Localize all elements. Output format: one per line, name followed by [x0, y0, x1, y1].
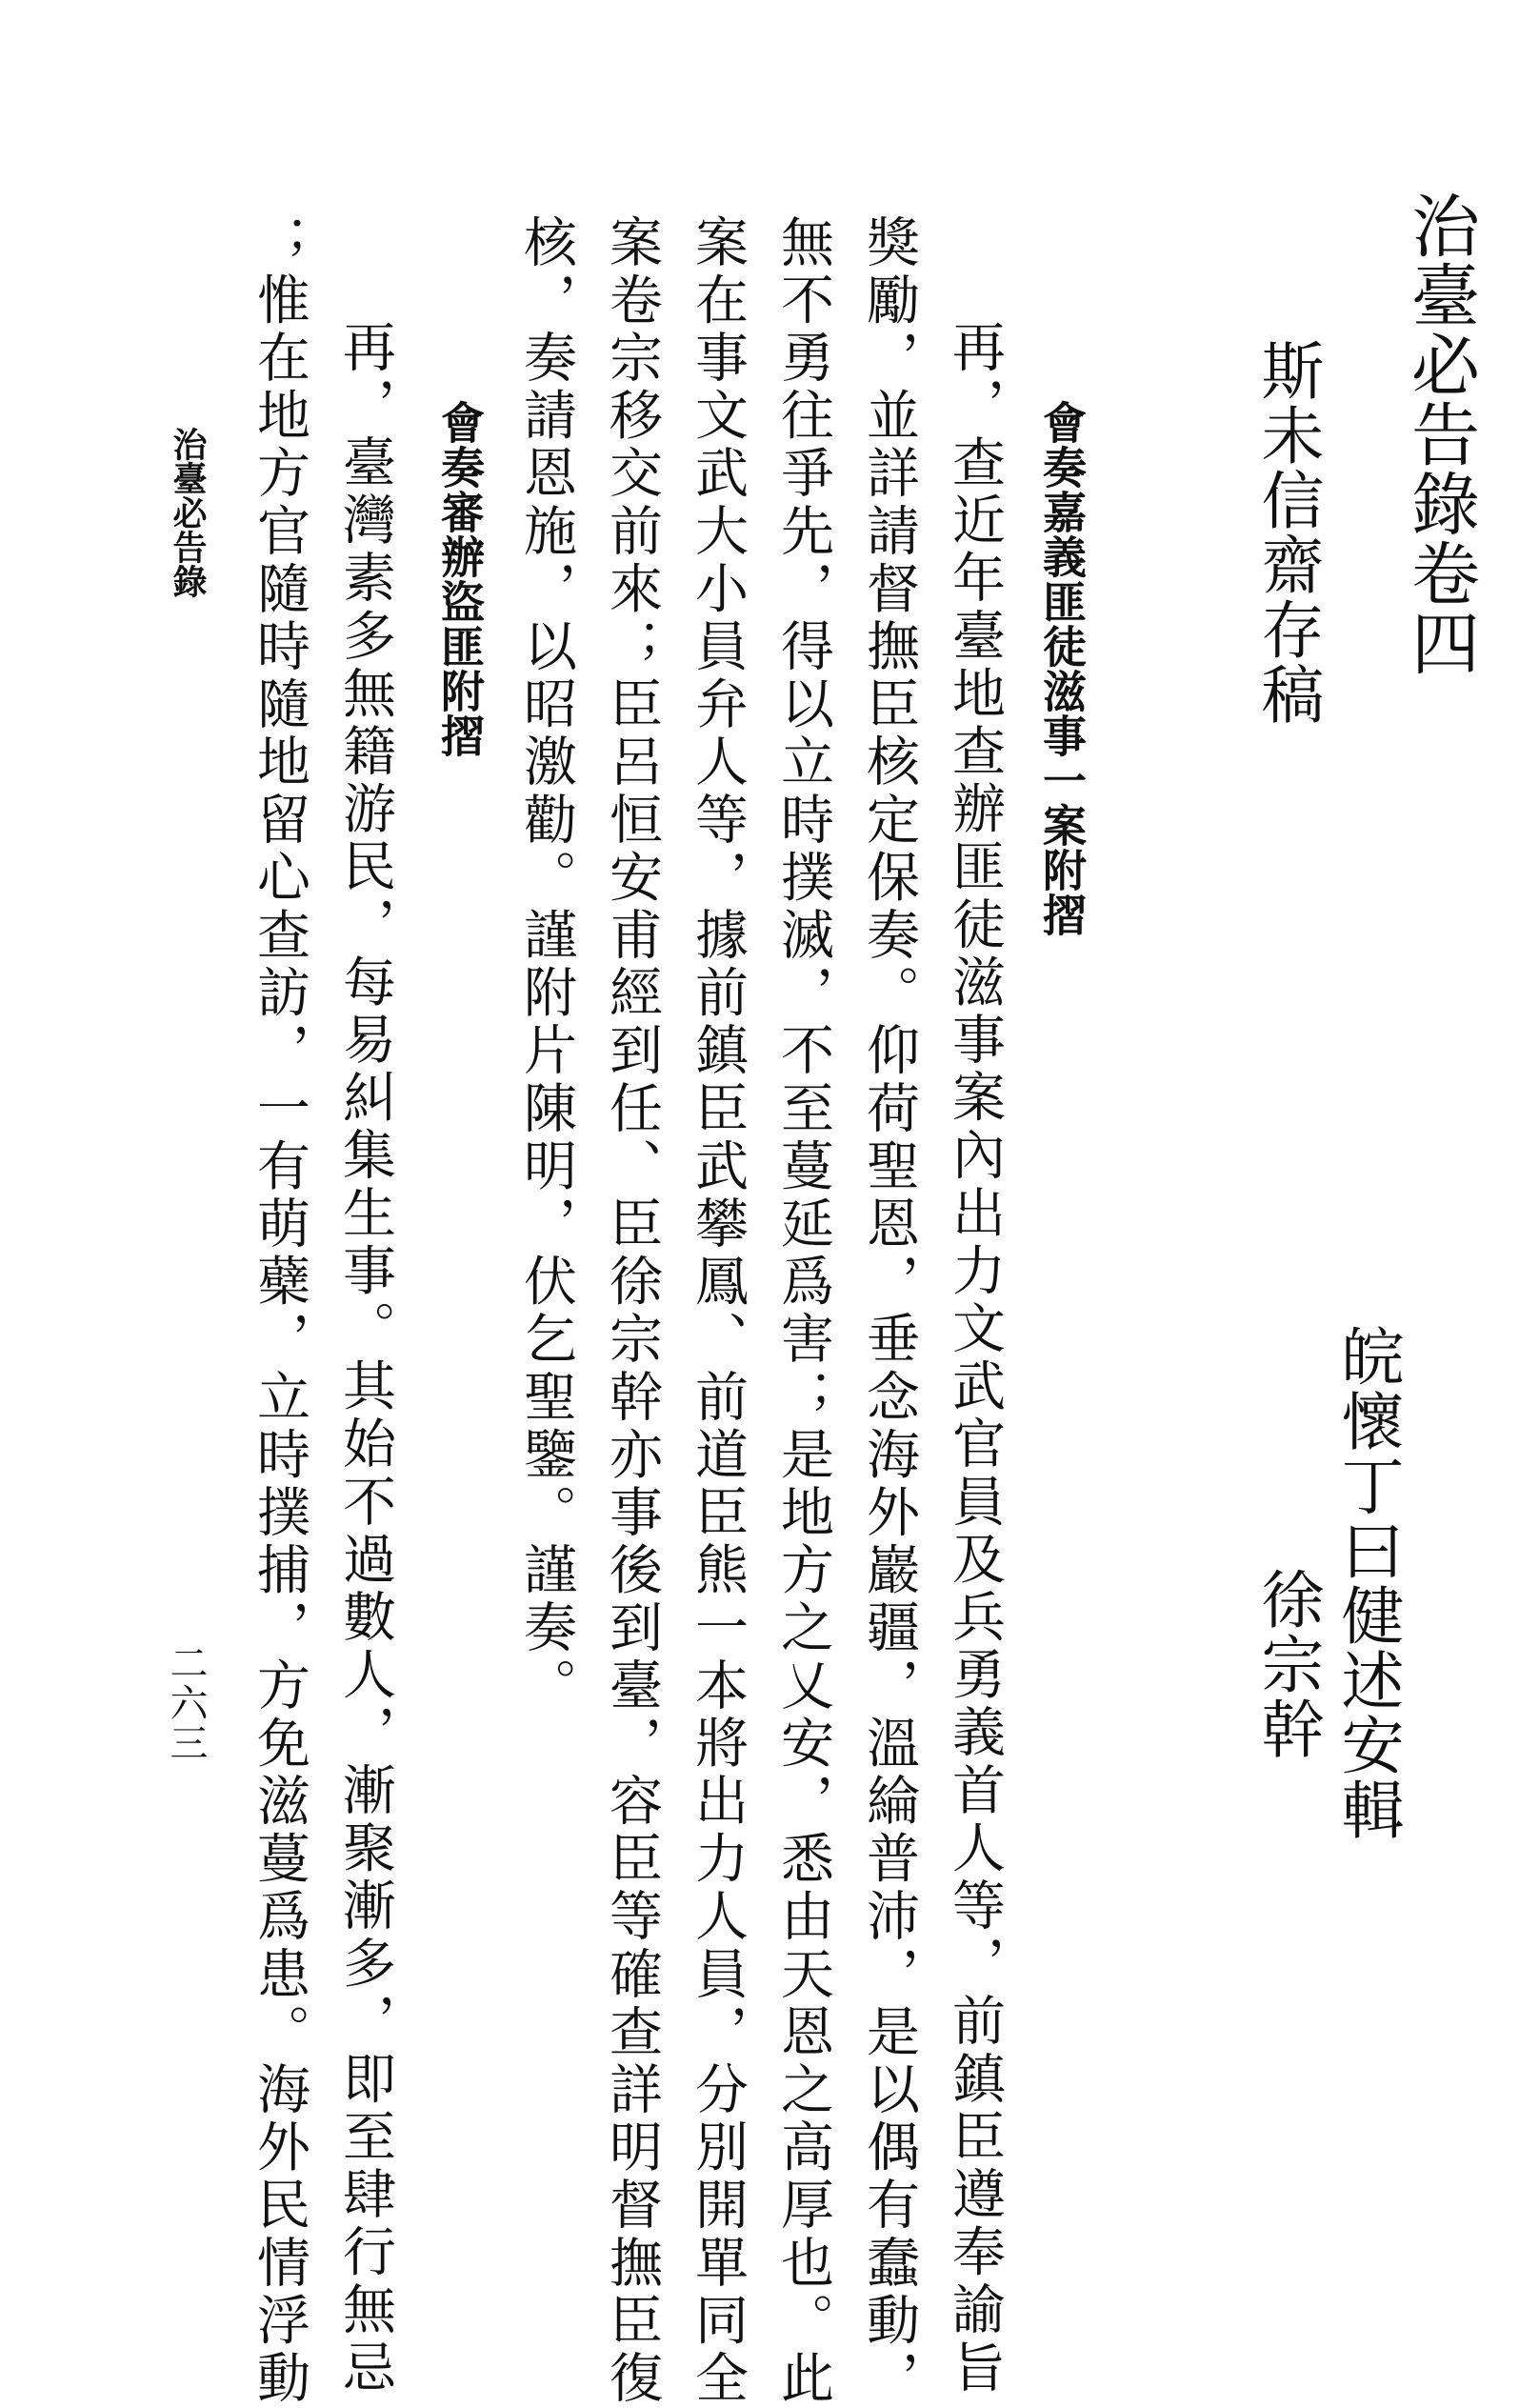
text-line: 再，臺灣素多無籍游民，每易糾集生事。其始不過數人，漸聚漸多，即至肆行無忌	[334, 319, 396, 2398]
text-line: 案卷宗移交前來；臣呂恒安甫經到任、臣徐宗幹亦事後到臺，容臣等確查詳明督撫臣復	[601, 214, 663, 2408]
author-name: 徐宗幹	[1250, 1567, 1324, 1761]
running-title: 治臺必告錄	[168, 427, 207, 598]
book-title: 治臺必告錄卷四	[1400, 191, 1480, 677]
text-line: ；惟在地方官隨時隨地留心查訪，一有萌蘗，立時撲捕，方免滋蔓爲患。海外民情浮動	[249, 214, 310, 2408]
text-line: 獎勵，並詳請督撫臣核定保奏。仰荷聖恩，垂念海外巖疆，溫綸普沛，是以偶有蠢動，	[858, 214, 920, 2408]
section-heading-1: 會奏嘉義匪徒滋事一案附摺	[1036, 400, 1088, 937]
page-number: 二六三	[164, 1643, 208, 1763]
source-title: 斯未信齋存稿	[1250, 338, 1324, 727]
text-line: 核，奏請恩施，以昭激勸。謹附片陳明，伏乞聖鑒。謹奏。	[515, 214, 577, 1716]
section-heading-2: 會奏審辦盜匪附摺	[434, 400, 486, 758]
text-line: 再，查近年臺地查辦匪徒滋事案內出力文武官員及兵勇義首人等，前鎮臣遵奉諭旨	[944, 319, 1006, 2398]
text-line: 無不勇往爭先，得以立時撲滅，不至蔓延爲害；是地方之乂安，悉由天恩之高厚也。此	[772, 214, 834, 2408]
editor-line: 皖懷丁曰健述安輯	[1330, 1324, 1404, 1842]
text-line: 案在事文武大小員弁人等，據前鎮臣武攀鳳、前道臣熊一本將出力人員，分別開單同全	[687, 214, 749, 2408]
